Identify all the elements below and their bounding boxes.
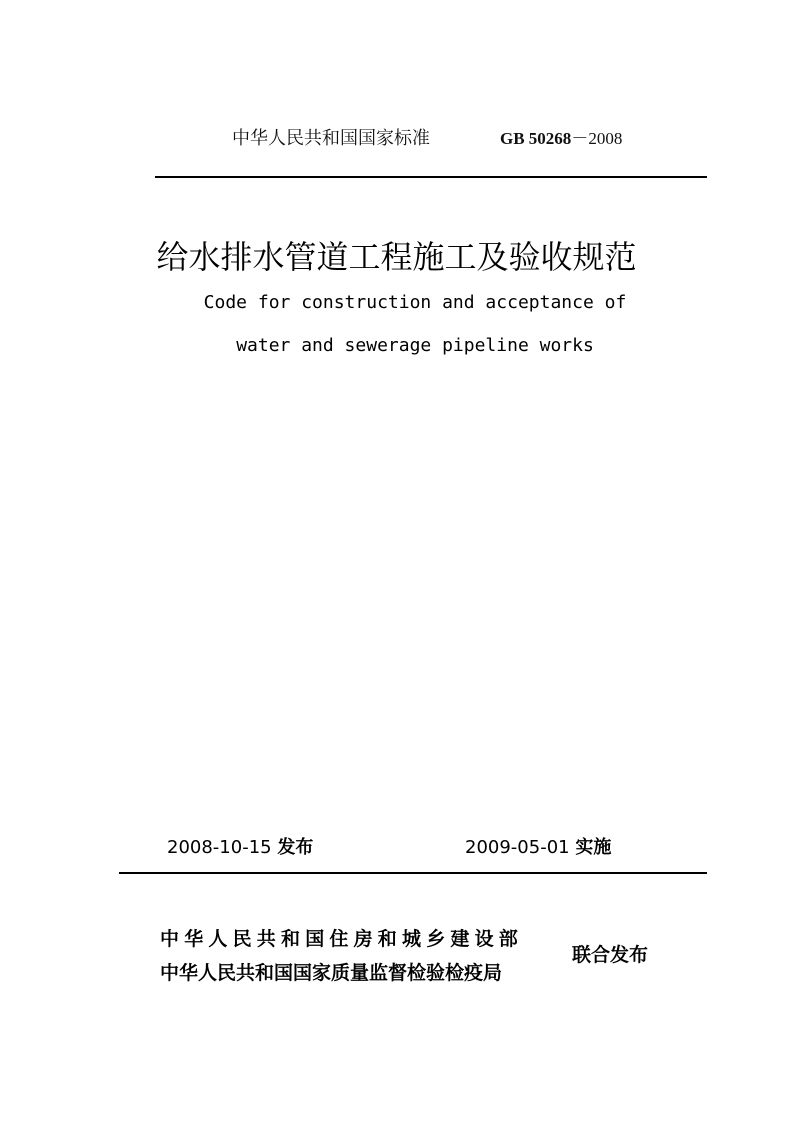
publisher-aqsiq: 中华人民共和国国家质量监督检验检疫局 (160, 962, 503, 984)
issue-label: 发布 (277, 837, 314, 858)
standard-code-year: 2008 (588, 129, 623, 148)
standard-code (500, 124, 622, 149)
effective-date: 2009-05-01 (465, 837, 570, 858)
standard-code-dash: － (571, 129, 589, 148)
issue-date-block (167, 833, 313, 859)
standard-code-prefix: GB 50268 (500, 129, 572, 148)
bottom-divider (119, 872, 707, 874)
standard-label: 中华人民共和国国家标准 (232, 128, 430, 149)
top-divider (155, 176, 707, 178)
publisher-ministry: 中华人民共和国住房和城乡建设部 (160, 928, 524, 950)
effective-date-block (465, 833, 611, 859)
document-title-english-line2: water and sewerage pipeline works (236, 335, 594, 356)
issue-date: 2008-10-15 (167, 837, 272, 858)
effective-label: 实施 (575, 837, 612, 858)
joint-publish-label: 联合发布 (572, 944, 649, 966)
document-title-chinese: 给水排水管道工程施工及验收规范 (156, 238, 637, 276)
document-title-english-line1: Code for construction and acceptance of (203, 292, 627, 313)
